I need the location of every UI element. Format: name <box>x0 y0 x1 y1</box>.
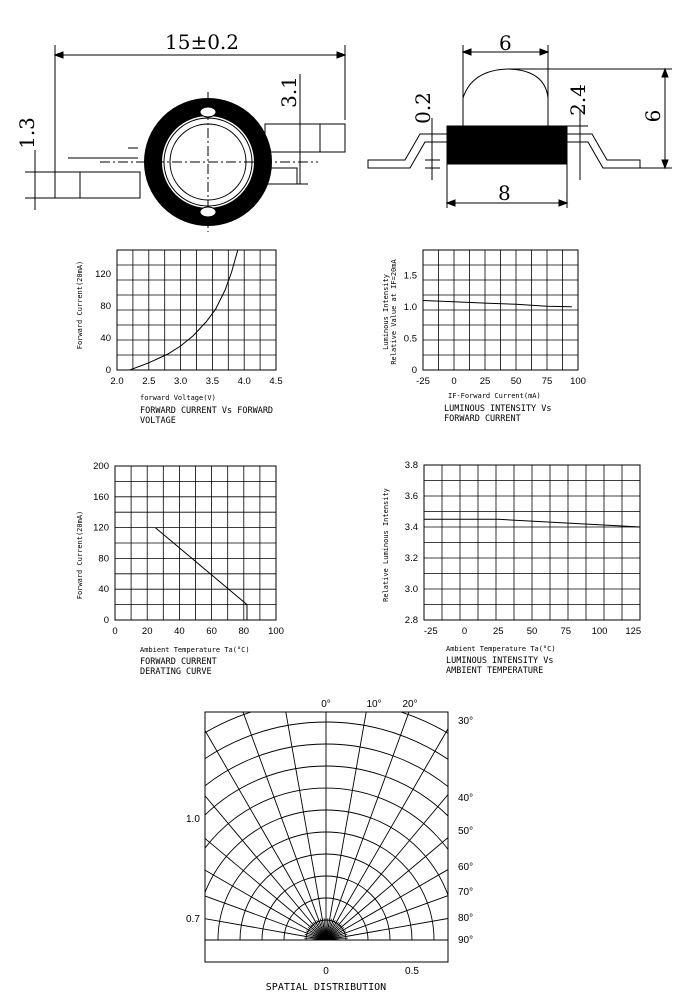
total-height-dim-label: 6 <box>641 109 665 123</box>
temp-xtick-label: 125 <box>625 626 642 637</box>
temp-ylabel: Relative Luminous Intensity <box>382 488 390 602</box>
li-xtick-label: 0 <box>451 376 457 387</box>
iv-ticks <box>95 269 282 387</box>
angle-label-70: 70° <box>458 887 474 898</box>
angle-label-0: 0° <box>321 699 331 710</box>
derate-xtick-label: 60 <box>206 626 217 637</box>
derate-grid <box>115 466 276 620</box>
left-lead <box>55 172 140 198</box>
ring-notch <box>200 107 216 117</box>
lens-width-dim-label: 6 <box>499 31 512 55</box>
arrow-icon <box>559 200 567 206</box>
iv-xtick-label: 3.0 <box>173 376 188 387</box>
angle-label-40: 40° <box>458 793 474 804</box>
li-ticks <box>404 270 586 387</box>
temp-xlabel: Ambient Temperature Ta(°C) <box>446 645 556 653</box>
spatial-ray <box>0 796 326 940</box>
temp-ytick-label: 3.6 <box>404 491 418 502</box>
li-grid <box>423 250 578 370</box>
temp-chart <box>405 460 641 637</box>
derate-ylabel: Forward Current(20mA) <box>76 510 84 600</box>
iv-xtick-label: 2.0 <box>110 376 124 387</box>
bottom-label-05: 0.5 <box>405 966 419 977</box>
angle-label-20: 20° <box>402 699 418 710</box>
temp-ytick-label: 3.8 <box>404 460 418 471</box>
side-view-drawing <box>368 45 672 208</box>
spatial-ray <box>0 867 326 940</box>
li-xtick-label: 75 <box>541 376 553 387</box>
derate-ytick-label: 160 <box>93 491 109 503</box>
li-xlabel: IF-Forward Current(mA) <box>448 392 541 400</box>
li-ytick-label: 1.5 <box>403 270 417 282</box>
li-xtick-label: 50 <box>510 376 522 387</box>
derate-xtick-label: 0 <box>112 626 118 637</box>
iv-xtick-label: 4.5 <box>269 376 283 387</box>
iv-xtick-label: 3.5 <box>205 376 220 387</box>
body-width-dim-label: 8 <box>498 181 511 205</box>
temp-xtick-label: 100 <box>591 626 608 637</box>
angle-label-90: 90° <box>458 935 474 946</box>
spatial-ray <box>253 526 326 940</box>
derate-ytick-label: 0 <box>103 615 109 626</box>
derate-ytick-label: 200 <box>93 461 109 472</box>
radial-label-07: 0.7 <box>186 914 200 925</box>
iv-ytick-label: 80 <box>100 301 111 312</box>
derate-ytick-label: 40 <box>98 584 109 596</box>
iv-ylabel: Forward Current(20mA) <box>76 260 84 350</box>
body-height-dim-label: 2.4 <box>566 84 590 116</box>
top-view-drawing <box>25 45 345 232</box>
li-title-line2: FORWARD CURRENT <box>444 414 521 424</box>
lead-height-dim-label: 1.3 <box>15 117 39 149</box>
li-xtick-label: 25 <box>479 376 491 387</box>
spatial-ray <box>326 796 700 940</box>
angle-label-30: 30° <box>458 716 474 727</box>
angle-label-50: 50° <box>458 826 474 837</box>
angle-label-80: 80° <box>458 913 474 924</box>
spatial-ray <box>326 730 690 940</box>
side-lead-right <box>567 134 640 168</box>
temp-title-line1: LUMINOUS INTENSITY Vs <box>446 656 554 666</box>
iv-ytick-label: 0 <box>105 365 111 376</box>
angle-label-10: 10° <box>366 699 382 710</box>
derate-xtick-label: 80 <box>238 626 250 637</box>
li-curve <box>423 301 572 307</box>
lead-thickness-dim-label: 0.2 <box>411 92 435 124</box>
iv-xtick-label: 4.0 <box>237 376 251 387</box>
derate-ytick-label: 80 <box>98 553 109 565</box>
iv-title-line1: FORWARD CURRENT Vs FORWARD <box>140 406 274 416</box>
bottom-label-0: 0 <box>323 966 329 977</box>
right-lead <box>265 124 345 152</box>
iv-ytick-label: 40 <box>100 333 111 344</box>
side-lead-left <box>368 134 447 168</box>
temp-ticks <box>405 460 641 637</box>
width-dim-label: 15±0.2 <box>165 30 240 54</box>
spatial-ray <box>326 670 648 940</box>
lead-offset-dim-label: 3.1 <box>277 76 301 108</box>
spatial-title: SPATIAL DISTRIBUTION <box>265 982 387 993</box>
derate-ytick-label: 120 <box>93 522 109 534</box>
li-title-line1: LUMINOUS INTENSITY Vs <box>444 404 552 414</box>
li-xtick-label: -25 <box>416 376 430 387</box>
temp-ytick-label: 2.8 <box>404 615 418 626</box>
iv-chart <box>95 250 282 387</box>
derate-chart <box>93 461 284 637</box>
temp-xtick-label: 0 <box>461 626 468 637</box>
li-ytick-label: 0.5 <box>403 333 417 345</box>
body-block <box>447 126 567 164</box>
spatial-ray <box>326 867 700 940</box>
iv-title-line2: VOLTAGE <box>140 416 176 426</box>
temp-ytick-label: 3.0 <box>404 584 418 595</box>
temp-xtick-label: 25 <box>492 626 504 637</box>
derate-xtick-label: 100 <box>268 626 284 637</box>
derate-xtick-label: 40 <box>174 626 185 637</box>
ring-notch <box>200 207 216 217</box>
iv-grid <box>117 250 276 370</box>
derate-xtick-label: 20 <box>141 626 153 637</box>
derate-ticks <box>93 461 284 637</box>
derate-xlabel: Ambient Temperature Ta(°C) <box>140 646 250 654</box>
temp-title-line2: AMBIENT TEMPERATURE <box>446 666 544 676</box>
iv-xlabel: forward Voltage(V) <box>140 394 216 402</box>
iv-xtick-label: 2.5 <box>142 376 156 387</box>
temp-xtick-label: 50 <box>526 626 538 637</box>
spatial-ray <box>0 730 326 940</box>
derate-title-line2: DERATING CURVE <box>140 667 212 677</box>
li-ylabel-line1: Luminous Intensity <box>382 274 390 350</box>
arrow-icon <box>463 49 471 55</box>
radial-label-1: 1.0 <box>186 814 200 825</box>
temp-xtick-label: 75 <box>560 626 572 637</box>
li-ytick-label: 0 <box>411 365 417 376</box>
arrow-icon <box>55 52 63 58</box>
derate-title-line1: FORWARD CURRENT <box>140 657 217 667</box>
arrow-icon <box>662 69 668 77</box>
spatial-grid <box>0 520 700 940</box>
temp-xtick-label: -25 <box>423 626 438 637</box>
arrow-icon <box>447 200 455 206</box>
angle-label-60: 60° <box>458 862 474 873</box>
spatial-ray <box>4 670 326 940</box>
iv-ytick-label: 120 <box>95 269 111 280</box>
li-xtick-label: 100 <box>570 376 586 387</box>
li-ytick-label: 1.0 <box>403 301 417 313</box>
arrow-icon <box>540 49 548 55</box>
li-chart <box>404 250 586 387</box>
arrow-icon <box>337 52 345 58</box>
temp-ytick-label: 3.2 <box>404 553 418 564</box>
lens-dome <box>463 69 548 126</box>
arrow-icon <box>662 160 668 168</box>
li-ylabel-line2: Relative Value at IF=20mA <box>390 259 398 365</box>
temp-ytick-label: 3.4 <box>404 522 418 533</box>
temp-grid <box>424 465 640 620</box>
